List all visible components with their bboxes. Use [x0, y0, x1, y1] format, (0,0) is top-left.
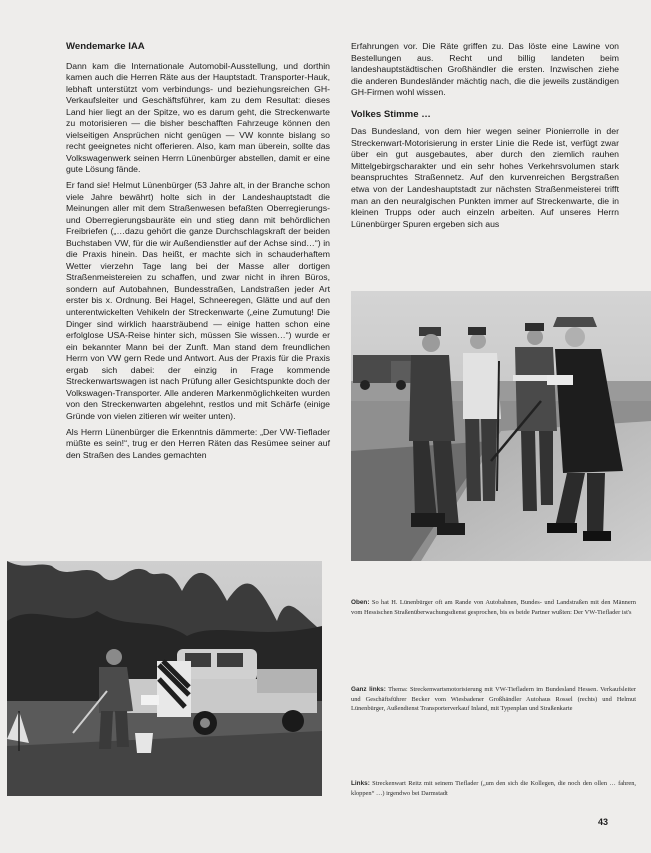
article-column-left: [66, 41, 330, 465]
photo-caption: [351, 598, 636, 617]
section-heading-wendemarke: Wendemarke IAA: [66, 41, 145, 52]
caption-text: Thema: Streckenwartsmotorisierung mit VW-Tiefladern im Bundesland Hessen. Verkaufsleiter und Geschäftsführer Becker vom Wiesbadener Großhändler Autohaus Rossel (rechts) und Helmut Lünenbürger, Außendienst Transporterverkauf Inland, mit Typenplan und Straßenkarte: [351, 686, 636, 712]
caption-label: Ganz links:: [351, 686, 386, 693]
paragraph: Das Bundesland, von dem hier wegen seiner Pionierrolle in der Streckenwart-Motorisierung in erster Linie die Rede ist, verfügt zwar über ein gut ausgebautes, aber durch den ziemlich rauhen Mittelgebirgscharakter und ein sehr hohes Verkehrsvolumen stark beanspruchtes Straßennetz. Auf den kurvenreichen Bergstraßen etwa von der Landeshauptstadt zur nächsten Straßenmeisterei trifft man an den neuralgischen Punkten immer auf Streckenwarte, die in kleinen Trupps oder auch einzeln arbeiten. Auf unseres Herrn Lünenbürger Spuren ergeben sich aus: [351, 126, 619, 229]
caption-label: Oben:: [351, 599, 370, 606]
page-number: 43: [598, 817, 609, 827]
caption-text: So hat H. Lünenbürger oft am Rande von Autobahnen, Bundes- und Landstraßen mit den Männern vom Hessischen Straßenüberwachungsdienst gesprochen, bis es beide Partner wußten: Der VW-Tieflader ist's: [351, 599, 636, 616]
section-heading-volkes-stimme: Volkes Stimme …: [351, 108, 431, 120]
paragraph: Als Herrn Lünenbürger die Erkenntnis dämmerte: „Der VW-Tieflader müßte es sein!“, trug er den Herren Räten das Resümee seiner auf den Straßen des Landes gemachten: [66, 426, 330, 460]
caption-text: Streckenwart Reitz mit seinem Tieflader („um den sich die Kollegen, die noch den ollen … fahren, kloppen“ …) irgendwo bei Darmstadt: [351, 780, 636, 797]
article-column-right: [351, 41, 619, 234]
photo-caption: [351, 779, 636, 798]
paragraph: Dann kam die Internationale Automobil-Ausstellung, und dorthin kamen auch die Herren Räte aus der Hauptstadt. Transporter-Hauk, lebhaft unterstützt vom verbindungs- und beziehungsreichen GH-Verkaufsleiter und Geschäftsführer, kam zu dem Resultat: dieses Land hier liegt an der Spitze, wo es darum geht, die Streckenwarte zu motorisieren — die bisher beschafften Fahrzeuge können den vielseitigen Ansprüchen nicht genügen — VW konnte bislang so recht geeignetes nicht offerieren. Also, kam man überein, sollte das Volkswagenwerk seinen Herrn Lünenbürger abstellen, damit er eine gute Lösung fände.: [66, 60, 330, 175]
caption-label: Links:: [351, 780, 370, 787]
photo-roadside-men: [351, 291, 651, 561]
paragraph: Erfahrungen vor. Die Räte griffen zu. Das löste eine Lawine von Bestellungen aus. Recht und billig landeten beim landeshauptstädtischen Großhändler die ersten. Inzwischen ziehe die anderen Bundesländer mächtig nach, die die jeweils zuständigen GH-Firmen wohl wissen.: [351, 41, 619, 98]
paragraph: Er fand sie! Helmut Lünenbürger (53 Jahre alt, in der Branche schon viele Jahre bewährt) holte sich in der Landeshauptstadt die Meinungen aller mit dem Straßenwesen befaßten Oberregierungs- und Oberregierungsbauräte ein und stieg dann mit behördlichen Freibriefen („…dazu gehört die ganze Durchschlagskraft der beiden Buchstaben VW, für die wir Außendienstler auf der Achse sind…“) in die Praxis hinein. Das heißt, er machte sich in schauderhaftem Wetter vierzehn Tage lang bei der Masse aller dortigen Straßenmeistereien zu schaffen, und zwar nicht in ihren Büros, sondern auf Autobahnen, Bundesstraßen, Landstraßen jeder Art erster bis x. Ordnung. Bei Hagel, Schneeregen, Glätte und auf den unterentwickelten Vehikeln der Streckenwarte („eine Zumutung! Die Dinger sind wirklich haarsträubend — einige hatten schon eine erfolglose USA-Reise hinter sich, müssen Sie wissen…“) wurde er ein bekannter Mann bei der Zunft. Man stand dem freundlichen Herrn von VW gern Rede und Antwort. Aus der Praxis für die Praxis ergab sich dabei: der einzig in Frage kommende Streckenwartswagen ist nach Prüfung aller Gesichtspunkte doch der Volkswagen-Transporter. Alle anderen Markenmöglichkeiten wurden von den Streckenwarten abgelehnt, restlos und mit Schärfe (einige Gründe von vielen zitieren wir weiter unten).: [66, 180, 330, 421]
photo-worker-vw-tieflader: [7, 561, 322, 796]
photo-caption: [351, 685, 636, 714]
